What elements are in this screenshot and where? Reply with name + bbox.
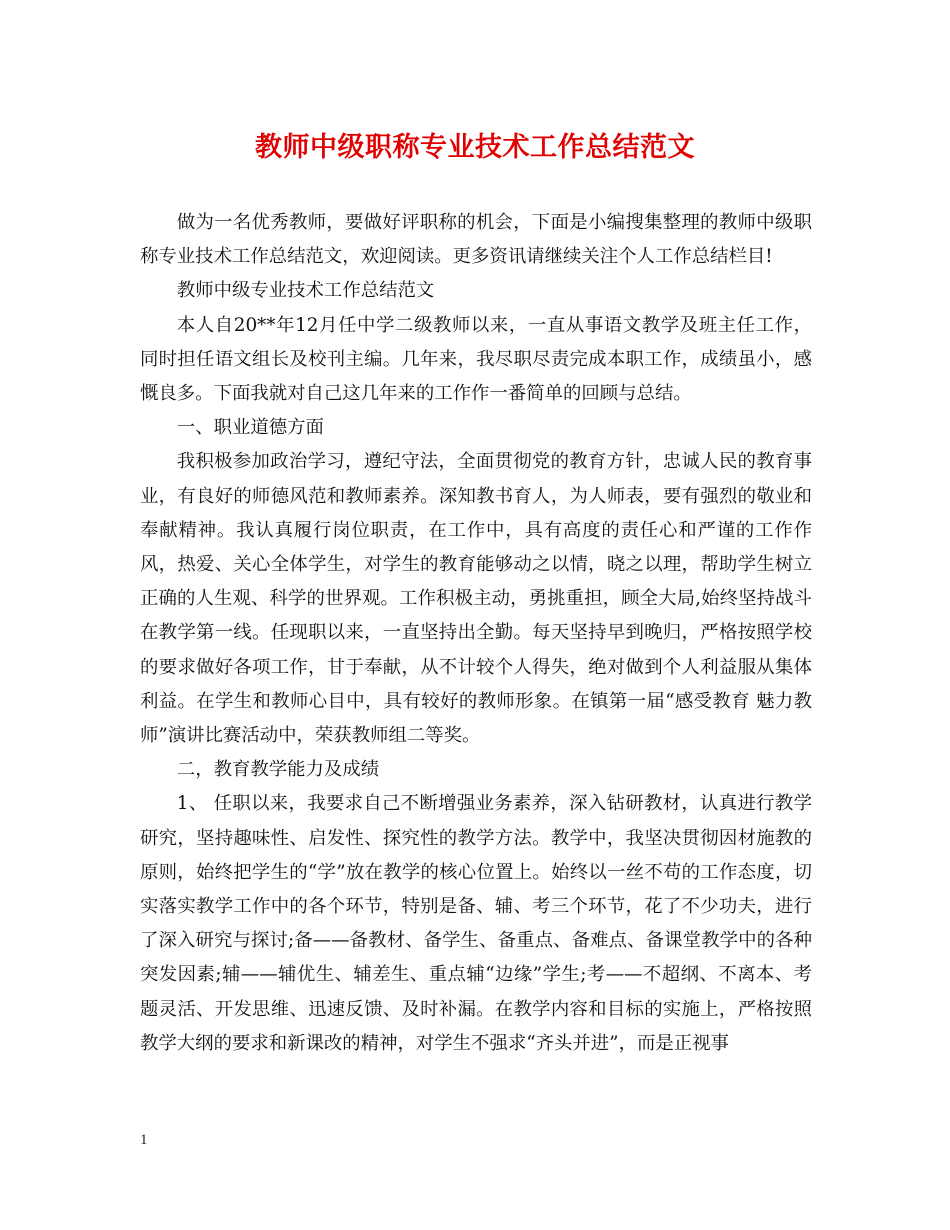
section-heading-teaching: 二，教育教学能力及成绩 <box>176 759 380 781</box>
section-heading-ethics: 一、职业道德方面 <box>176 417 324 439</box>
page-number: 1 <box>140 1132 148 1148</box>
paragraph-ethics: 我积极参加政治学习，遵纪守法，全面贯彻党的教育方针，忠诚人民的教育事业，有良好的师德风范和教师素养。深知教书育人，为人师表，要有强烈的敬业和奉献精神。我认真履行岗位职责，在工作中，具有高度的责任心和严谨的工作作风，热爱、关心全体学生，对学生的教育能够动之以情，晓之以理，帮助学生树立正确的人生观、科学的世界观。工作积极主动，勇挑重担，顾全大局,始终坚持战斗在教学第一线。任现职以来，一直坚持出全勤。每天坚持早到晚归，严格按照学校的要求做好各项工作，甘于奉献，从不计较个人得失，绝对做到个人利益服从集体利益。在学生和教师心目中，具有较好的教师形象。在镇第一届“感受教育 魅力教师”演讲比赛活动中，荣获教师组二等奖。 <box>140 451 812 747</box>
paragraph-teaching: 1、 任职以来，我要求自己不断增强业务素养，深入钻研教材，认真进行教学研究，坚持趣味性、启发性、探究性的教学方法。教学中，我坚决贯彻因材施教的原则，始终把学生的“学”放在教学的核心位置上。始终以一丝不苟的工作态度，切实落实教学工作中的各个环节，特别是备、辅、考三个环节，花了不少功夫，进行了深入研究与探讨;备——备教材、备学生、备重点、备难点、备课堂教学中的各种突发因素;辅——辅优生、辅差生、重点辅“边缘”学生;考——不超纲、不离本、考题灵活、开发思维、迅速反馈、及时补漏。在教学内容和目标的实施上，严格按照教学大纲的要求和新课改的精神，对学生不强求“齐头并进”，而是正视事 <box>140 793 812 1054</box>
document-title: 教师中级职称专业技术工作总结范文 <box>255 132 695 163</box>
paragraph-subtitle: 教师中级专业技术工作总结范文 <box>176 280 435 302</box>
paragraph-overview: 本人自20**年12月任中学二级教师以来，一直从事语文教学及班主任工作，同时担任语文组长及校刊主编。几年来，我尽职尽责完成本职工作，成绩虽小，感慨良多。下面我就对自己这几年来的工作作一番简单的回顾与总结。 <box>140 314 812 405</box>
document-body <box>140 206 812 1061</box>
paragraph-intro: 做为一名优秀教师，要做好评职称的机会，下面是小编搜集整理的教师中级职称专业技术工作总结范文，欢迎阅读。更多资讯请继续关注个人工作总结栏目! <box>140 212 812 268</box>
